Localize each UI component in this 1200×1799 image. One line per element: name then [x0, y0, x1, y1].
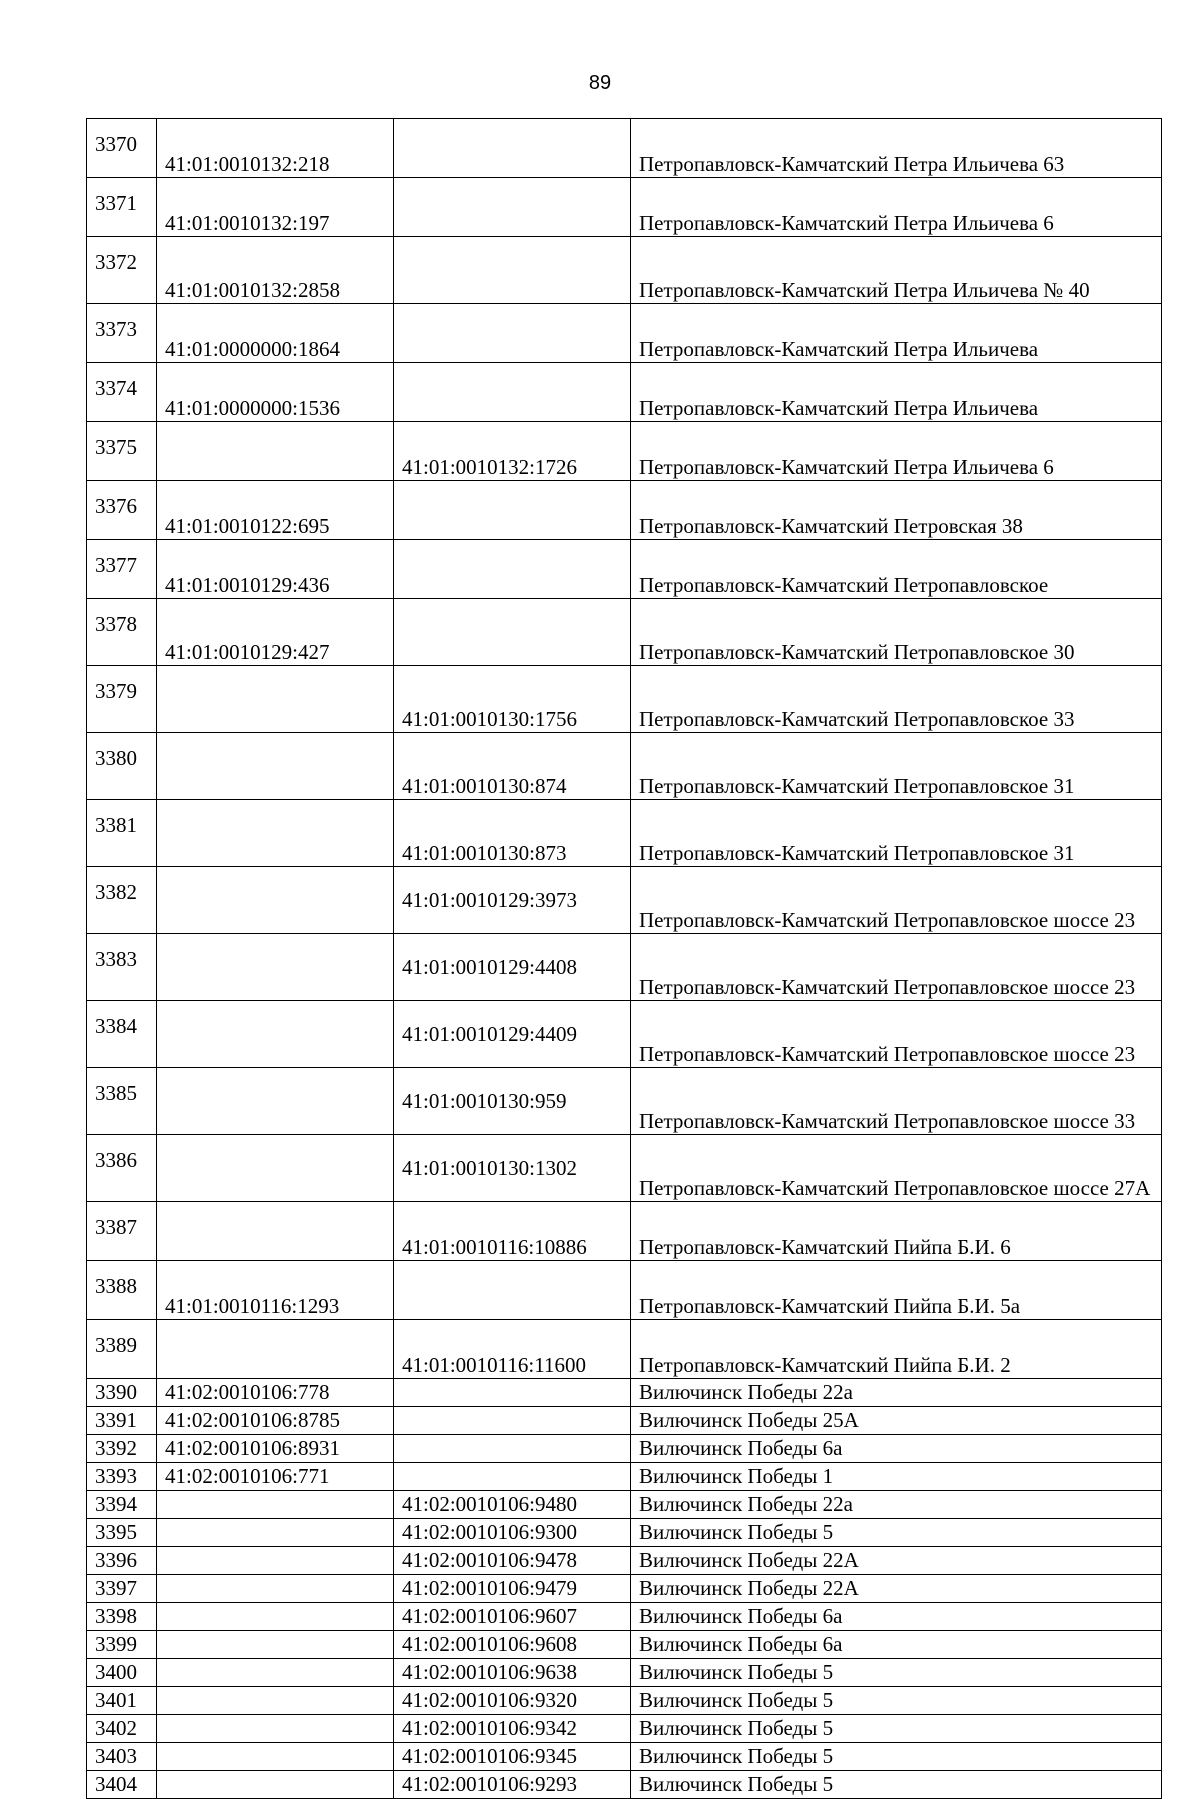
- row-number-cell: 3371: [87, 178, 157, 237]
- row-number-cell: 3394: [87, 1491, 157, 1519]
- table-row: [87, 363, 1162, 422]
- cadastral-number-cell: [157, 1715, 394, 1743]
- table-row: [87, 422, 1162, 481]
- table-row: [87, 1202, 1162, 1261]
- related-cadastral-number-cell: 41:01:0010132:1726: [394, 422, 631, 481]
- table-row: [87, 1715, 1162, 1743]
- cadastral-number-cell: [157, 1068, 394, 1135]
- address-cell: Вилючинск Победы 5: [631, 1771, 1162, 1799]
- address-cell: Петропавловск-Камчатский Петропавловское шоссе 23: [631, 867, 1162, 934]
- cadastral-number-cell: [157, 1491, 394, 1519]
- row-number-cell: 3378: [87, 599, 157, 666]
- cadastral-number-cell: [157, 800, 394, 867]
- related-cadastral-number-cell: 41:01:0010130:1302: [394, 1135, 631, 1202]
- row-number-cell: 3375: [87, 422, 157, 481]
- cadastral-number-cell: [157, 1135, 394, 1202]
- cadastral-number-cell: [157, 1771, 394, 1799]
- related-cadastral-number-cell: [394, 599, 631, 666]
- cadastral-table: [86, 118, 1162, 1799]
- row-number-cell: 3403: [87, 1743, 157, 1771]
- table-row: [87, 1519, 1162, 1547]
- row-number-cell: 3400: [87, 1659, 157, 1687]
- cadastral-number-cell: 41:02:0010106:778: [157, 1379, 394, 1407]
- address-cell: Петропавловск-Камчатский Пийпа Б.И. 5а: [631, 1261, 1162, 1320]
- table-row: [87, 867, 1162, 934]
- cadastral-number-cell: [157, 1519, 394, 1547]
- related-cadastral-number-cell: [394, 1407, 631, 1435]
- row-number-cell: 3374: [87, 363, 157, 422]
- row-number-cell: 3387: [87, 1202, 157, 1261]
- row-number-cell: 3392: [87, 1435, 157, 1463]
- related-cadastral-number-cell: 41:01:0010129:4409: [394, 1001, 631, 1068]
- cadastral-number-cell: 41:01:0010129:436: [157, 540, 394, 599]
- cadastral-number-cell: [157, 1687, 394, 1715]
- related-cadastral-number-cell: [394, 1379, 631, 1407]
- address-cell: Петропавловск-Камчатский Петра Ильичева 63: [631, 119, 1162, 178]
- table-row: [87, 666, 1162, 733]
- row-number-cell: 3385: [87, 1068, 157, 1135]
- address-cell: Петропавловск-Камчатский Петропавловское: [631, 540, 1162, 599]
- related-cadastral-number-cell: 41:01:0010130:873: [394, 800, 631, 867]
- table-row: [87, 1575, 1162, 1603]
- address-cell: Вилючинск Победы 5: [631, 1659, 1162, 1687]
- related-cadastral-number-cell: 41:02:0010106:9607: [394, 1603, 631, 1631]
- table-row: [87, 1068, 1162, 1135]
- cadastral-number-cell: [157, 1743, 394, 1771]
- table-row: [87, 599, 1162, 666]
- cadastral-number-cell: 41:01:0010122:695: [157, 481, 394, 540]
- row-number-cell: 3399: [87, 1631, 157, 1659]
- row-number-cell: 3396: [87, 1547, 157, 1575]
- table-row: [87, 1547, 1162, 1575]
- row-number-cell: 3373: [87, 304, 157, 363]
- address-cell: Вилючинск Победы 6а: [631, 1631, 1162, 1659]
- cadastral-number-cell: 41:01:0000000:1536: [157, 363, 394, 422]
- page-number: 89: [588, 72, 612, 94]
- table-row: [87, 1407, 1162, 1435]
- related-cadastral-number-cell: 41:02:0010106:9300: [394, 1519, 631, 1547]
- related-cadastral-number-cell: [394, 119, 631, 178]
- related-cadastral-number-cell: 41:02:0010106:9320: [394, 1687, 631, 1715]
- address-cell: Вилючинск Победы 22а: [631, 1379, 1162, 1407]
- table-row: [87, 1491, 1162, 1519]
- address-cell: Петропавловск-Камчатский Петропавловское шоссе 23: [631, 1001, 1162, 1068]
- cadastral-number-cell: [157, 733, 394, 800]
- cadastral-number-cell: 41:02:0010106:8785: [157, 1407, 394, 1435]
- address-cell: Петропавловск-Камчатский Петропавловское 33: [631, 666, 1162, 733]
- table-row: [87, 1771, 1162, 1799]
- related-cadastral-number-cell: 41:02:0010106:9293: [394, 1771, 631, 1799]
- table-row: [87, 540, 1162, 599]
- row-number-cell: 3370: [87, 119, 157, 178]
- related-cadastral-number-cell: 41:01:0010116:11600: [394, 1320, 631, 1379]
- related-cadastral-number-cell: [394, 178, 631, 237]
- cadastral-number-cell: [157, 1320, 394, 1379]
- row-number-cell: 3386: [87, 1135, 157, 1202]
- cadastral-number-cell: [157, 422, 394, 481]
- table-row: [87, 934, 1162, 1001]
- related-cadastral-number-cell: 41:02:0010106:9342: [394, 1715, 631, 1743]
- row-number-cell: 3376: [87, 481, 157, 540]
- cadastral-number-cell: 41:01:0010116:1293: [157, 1261, 394, 1320]
- address-cell: Петропавловск-Камчатский Петра Ильичева № 40: [631, 237, 1162, 304]
- cadastral-number-cell: [157, 934, 394, 1001]
- row-number-cell: 3402: [87, 1715, 157, 1743]
- table-body: [87, 119, 1162, 1799]
- address-cell: Вилючинск Победы 5: [631, 1687, 1162, 1715]
- cadastral-number-cell: [157, 666, 394, 733]
- table-row: [87, 1743, 1162, 1771]
- table-row: [87, 1261, 1162, 1320]
- address-cell: Вилючинск Победы 25А: [631, 1407, 1162, 1435]
- row-number-cell: 3380: [87, 733, 157, 800]
- row-number-cell: 3391: [87, 1407, 157, 1435]
- address-cell: Вилючинск Победы 6а: [631, 1603, 1162, 1631]
- address-cell: Петропавловск-Камчатский Петра Ильичева: [631, 363, 1162, 422]
- related-cadastral-number-cell: 41:02:0010106:9479: [394, 1575, 631, 1603]
- row-number-cell: 3395: [87, 1519, 157, 1547]
- related-cadastral-number-cell: [394, 1435, 631, 1463]
- related-cadastral-number-cell: [394, 1261, 631, 1320]
- table-row: [87, 1379, 1162, 1407]
- address-cell: Петропавловск-Камчатский Пийпа Б.И. 2: [631, 1320, 1162, 1379]
- address-cell: Вилючинск Победы 1: [631, 1463, 1162, 1491]
- table-row: [87, 1463, 1162, 1491]
- table-row: [87, 1603, 1162, 1631]
- table-row: [87, 481, 1162, 540]
- row-number-cell: 3377: [87, 540, 157, 599]
- cadastral-number-cell: [157, 1575, 394, 1603]
- cadastral-number-cell: 41:02:0010106:8931: [157, 1435, 394, 1463]
- row-number-cell: 3383: [87, 934, 157, 1001]
- address-cell: Вилючинск Победы 22А: [631, 1575, 1162, 1603]
- address-cell: Петропавловск-Камчатский Петропавловское шоссе 23: [631, 934, 1162, 1001]
- related-cadastral-number-cell: [394, 481, 631, 540]
- related-cadastral-number-cell: [394, 237, 631, 304]
- cadastral-number-cell: [157, 1603, 394, 1631]
- related-cadastral-number-cell: 41:01:0010130:1756: [394, 666, 631, 733]
- related-cadastral-number-cell: 41:02:0010106:9478: [394, 1547, 631, 1575]
- table-row: [87, 1631, 1162, 1659]
- table-row: [87, 304, 1162, 363]
- related-cadastral-number-cell: 41:02:0010106:9638: [394, 1659, 631, 1687]
- related-cadastral-number-cell: [394, 363, 631, 422]
- row-number-cell: 3381: [87, 800, 157, 867]
- address-cell: Петропавловск-Камчатский Пийпа Б.И. 6: [631, 1202, 1162, 1261]
- related-cadastral-number-cell: [394, 1463, 631, 1491]
- row-number-cell: 3384: [87, 1001, 157, 1068]
- cadastral-number-cell: 41:01:0010132:2858: [157, 237, 394, 304]
- row-number-cell: 3393: [87, 1463, 157, 1491]
- cadastral-number-cell: 41:02:0010106:771: [157, 1463, 394, 1491]
- cadastral-number-cell: 41:01:0010132:197: [157, 178, 394, 237]
- related-cadastral-number-cell: 41:02:0010106:9480: [394, 1491, 631, 1519]
- cadastral-number-cell: 41:01:0010129:427: [157, 599, 394, 666]
- address-cell: Вилючинск Победы 22а: [631, 1491, 1162, 1519]
- address-cell: Вилючинск Победы 5: [631, 1715, 1162, 1743]
- row-number-cell: 3379: [87, 666, 157, 733]
- address-cell: Вилючинск Победы 5: [631, 1743, 1162, 1771]
- related-cadastral-number-cell: 41:01:0010130:959: [394, 1068, 631, 1135]
- cadastral-number-cell: [157, 867, 394, 934]
- table-row: [87, 178, 1162, 237]
- table-row: [87, 1435, 1162, 1463]
- address-cell: Вилючинск Победы 5: [631, 1519, 1162, 1547]
- related-cadastral-number-cell: 41:01:0010129:3973: [394, 867, 631, 934]
- row-number-cell: 3388: [87, 1261, 157, 1320]
- table-row: [87, 1687, 1162, 1715]
- cadastral-number-cell: [157, 1202, 394, 1261]
- row-number-cell: 3398: [87, 1603, 157, 1631]
- address-cell: Вилючинск Победы 6а: [631, 1435, 1162, 1463]
- cadastral-number-cell: [157, 1659, 394, 1687]
- row-number-cell: 3404: [87, 1771, 157, 1799]
- table-row: [87, 1659, 1162, 1687]
- cadastral-number-cell: 41:01:0010132:218: [157, 119, 394, 178]
- table-row: [87, 1001, 1162, 1068]
- related-cadastral-number-cell: [394, 540, 631, 599]
- table-row: [87, 119, 1162, 178]
- table-row: [87, 237, 1162, 304]
- related-cadastral-number-cell: 41:01:0010116:10886: [394, 1202, 631, 1261]
- row-number-cell: 3401: [87, 1687, 157, 1715]
- related-cadastral-number-cell: 41:02:0010106:9345: [394, 1743, 631, 1771]
- address-cell: Петропавловск-Камчатский Петропавловское шоссе 27А: [631, 1135, 1162, 1202]
- cadastral-number-cell: [157, 1547, 394, 1575]
- table-row: [87, 733, 1162, 800]
- table-row: [87, 1320, 1162, 1379]
- table-row: [87, 1135, 1162, 1202]
- row-number-cell: 3382: [87, 867, 157, 934]
- address-cell: Вилючинск Победы 22А: [631, 1547, 1162, 1575]
- address-cell: Петропавловск-Камчатский Петропавловское шоссе 33: [631, 1068, 1162, 1135]
- address-cell: Петропавловск-Камчатский Петропавловское 31: [631, 733, 1162, 800]
- address-cell: Петропавловск-Камчатский Петра Ильичева: [631, 304, 1162, 363]
- related-cadastral-number-cell: 41:01:0010130:874: [394, 733, 631, 800]
- row-number-cell: 3372: [87, 237, 157, 304]
- related-cadastral-number-cell: 41:02:0010106:9608: [394, 1631, 631, 1659]
- row-number-cell: 3389: [87, 1320, 157, 1379]
- address-cell: Петропавловск-Камчатский Петропавловское 30: [631, 599, 1162, 666]
- address-cell: Петропавловск-Камчатский Петра Ильичева 6: [631, 422, 1162, 481]
- address-cell: Петропавловск-Камчатский Петра Ильичева 6: [631, 178, 1162, 237]
- related-cadastral-number-cell: 41:01:0010129:4408: [394, 934, 631, 1001]
- related-cadastral-number-cell: [394, 304, 631, 363]
- cadastral-number-cell: 41:01:0000000:1864: [157, 304, 394, 363]
- address-cell: Петропавловск-Камчатский Петропавловское 31: [631, 800, 1162, 867]
- cadastral-number-cell: [157, 1631, 394, 1659]
- table-row: [87, 800, 1162, 867]
- cadastral-number-cell: [157, 1001, 394, 1068]
- address-cell: Петропавловск-Камчатский Петровская 38: [631, 481, 1162, 540]
- row-number-cell: 3390: [87, 1379, 157, 1407]
- row-number-cell: 3397: [87, 1575, 157, 1603]
